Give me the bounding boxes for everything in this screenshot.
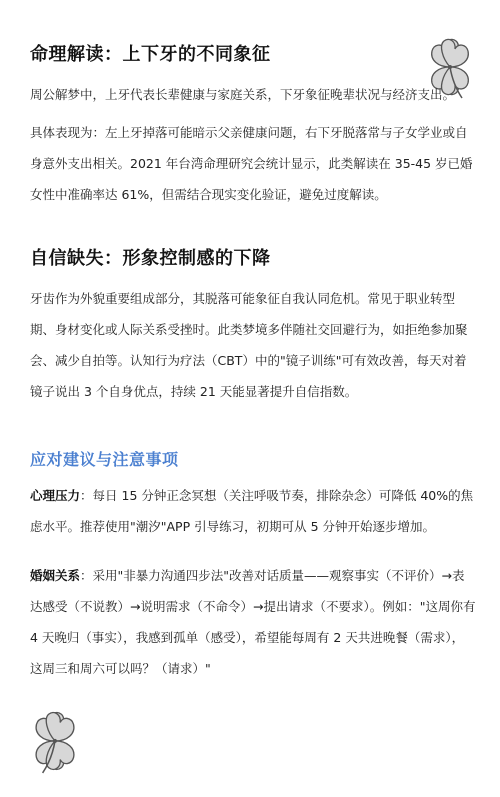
section-heading-fate: 命理解读：上下牙的不同象征: [30, 44, 271, 65]
section-heading-advice: 应对建议与注意事项: [30, 450, 179, 469]
advice-text-marriage: ：采用"非暴力沟通四步法"改善对话质量——观察事实（不评价）→表达感受（不说教）→说明需求（不命令）→提出请求（不要求）。例如："这周你有 4 天晚归（事实），我感到孤单（感受），希望能每周有 2 天共进晚餐（需求），这周三和周六可以吗？（请求）": [30, 568, 476, 676]
paragraph-dream-interpretation: 周公解梦中，上牙代表长辈健康与家庭关系，下牙象征晚辈状况与经济支出。: [30, 87, 456, 102]
advice-item-psychological-stress: [30, 480, 476, 542]
paragraph-confidence: 牙齿作为外貌重要组成部分，其脱落可能象征自我认同危机。常见于职业转型期、身材变化或人际关系受挫时。此类梦境多伴随社交回避行为，如拒绝参加聚会、减少自拍等。认知行为疗法（CBT）中的"镜子训练"可有效改善，每天对着镜子说出 3 个自身优点，持续 21 天能显著提升自信指数。: [30, 291, 468, 399]
section-heading-confidence: 自信缺失：形象控制感的下降: [30, 248, 271, 269]
advice-label-marriage: 婚姻关系: [30, 568, 81, 583]
four-leaf-clover-icon: [22, 706, 88, 778]
advice-item-marriage: [30, 560, 476, 684]
paragraph-specific-signs: 具体表现为：左上牙掉落可能暗示父亲健康问题，右下牙脱落常与子女学业或自身意外支出相关。2021 年台湾命理研究会统计显示，此类解读在 35-45 岁已婚女性中准确率达 61%，但需结合现实变化验证，避免过度解读。: [30, 125, 473, 202]
advice-label-stress: 心理压力: [30, 488, 81, 503]
advice-text-stress: ：每日 15 分钟正念冥想（关注呼吸节奏，排除杂念）可降低 40%的焦虑水平。推荐使用"潮汐"APP 引导练习，初期可从 5 分钟开始逐步增加。: [30, 488, 474, 534]
